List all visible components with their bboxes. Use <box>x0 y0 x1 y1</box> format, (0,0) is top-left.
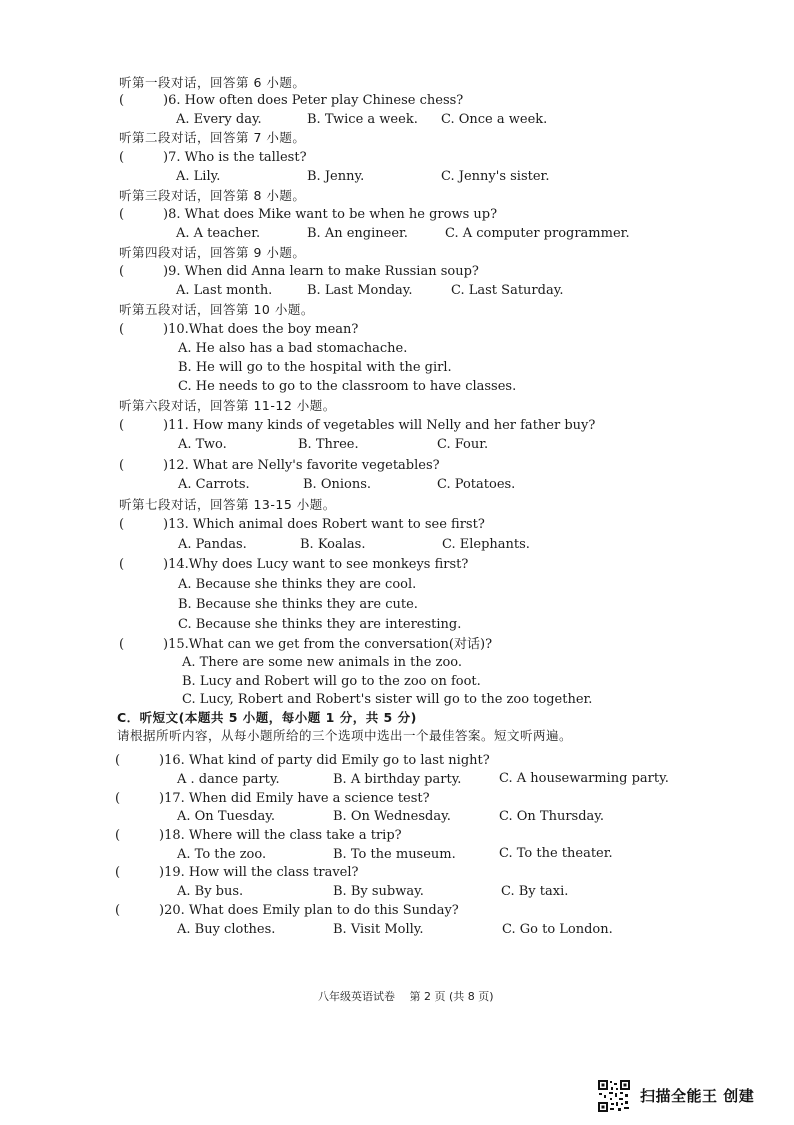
option-a: A. By bus. <box>177 884 244 899</box>
option-c: C. A housewarming party. <box>499 771 669 786</box>
answer-blank[interactable]: ( <box>115 903 121 918</box>
question-text: 17. When did Emily have a science test? <box>164 791 430 806</box>
question-9: ( )9. When did Anna learn to make Russian soup? <box>119 264 479 279</box>
section-c-instruction: 请根据所听内容，从每小题所给的三个选项中选出一个最佳答案。短文听两遍。 <box>117 728 573 743</box>
option-a: A. Buy clothes. <box>177 922 276 937</box>
option-c: C. Four. <box>437 437 489 452</box>
question-16: ( )16. What kind of party did Emily go to last night? <box>115 753 490 768</box>
option-c: C. Go to London. <box>502 922 613 937</box>
option-c: C. Because she thinks they are interesting. <box>178 617 462 632</box>
option-c: C. Elephants. <box>442 537 530 552</box>
option-c: C. To the theater. <box>499 846 613 861</box>
option-a: A. Pandas. <box>178 537 247 552</box>
option-a: A . dance party. <box>177 772 280 787</box>
question-10: ( )10.What does the boy mean? <box>119 322 359 337</box>
question-6: ( )6. How often does Peter play Chinese chess? <box>119 93 464 108</box>
question-text: 12. What are Nelly's favorite vegetables? <box>168 458 440 473</box>
option-b: B. He will go to the hospital with the girl. <box>178 360 452 375</box>
option-a: A. He also has a bad stomachache. <box>178 341 408 356</box>
option-c: C. Jenny's sister. <box>441 169 550 184</box>
option-b: B. A birthday party. <box>333 772 462 787</box>
answer-blank[interactable]: ( <box>115 865 121 880</box>
question-text: 10.What does the boy mean? <box>168 322 359 337</box>
answer-blank[interactable]: ( <box>119 264 125 279</box>
question-text: 16. What kind of party did Emily go to last night? <box>164 753 490 768</box>
option-a: A. Carrots. <box>178 477 250 492</box>
option-c: C. By taxi. <box>501 884 569 899</box>
answer-blank[interactable]: ( <box>119 517 125 532</box>
dialogue-intro-1: 听第一段对话，回答第 6 小题。 <box>119 75 306 90</box>
option-b: B. Onions. <box>303 477 372 492</box>
answer-blank[interactable]: ( <box>119 150 125 165</box>
answer-blank[interactable]: ( <box>119 322 125 337</box>
option-b: B. Lucy and Robert will go to the zoo on foot. <box>182 674 481 689</box>
option-a: A. A teacher. <box>176 226 261 241</box>
question-text: 20. What does Emily plan to do this Sunday? <box>164 903 459 918</box>
option-c: C. Once a week. <box>441 112 548 127</box>
option-a: A. There are some new animals in the zoo. <box>182 655 463 670</box>
option-b: B. Last Monday. <box>307 283 413 298</box>
question-text: 8. What does Mike want to be when he grows up? <box>168 207 498 222</box>
dialogue-intro-2: 听第二段对话，回答第 7 小题。 <box>119 130 306 145</box>
dialogue-intro-7: 听第七段对话，回答第 13-15 小题。 <box>119 497 336 512</box>
option-b: B. Visit Molly. <box>333 922 424 937</box>
question-18: ( )18. Where will the class take a trip? <box>115 828 402 843</box>
option-c: C. On Thursday. <box>499 809 605 824</box>
section-c-heading: C．听短文(本题共 5 小题，每小题 1 分，共 5 分) <box>117 710 417 725</box>
option-c: C. A computer programmer. <box>445 226 630 241</box>
question-13: ( )13. Which animal does Robert want to see first? <box>119 517 485 532</box>
option-c: C. Potatoes. <box>437 477 516 492</box>
scanner-brand-label: 扫描全能王 创建 <box>640 1087 755 1105</box>
option-b: B. Because she thinks they are cute. <box>178 597 418 612</box>
question-15: ( )15.What can we get from the conversation(对话)? <box>119 637 493 652</box>
answer-blank[interactable]: ( <box>119 557 125 572</box>
question-17: ( )17. When did Emily have a science test? <box>115 791 430 806</box>
option-c: C. He needs to go to the classroom to have classes. <box>178 379 517 394</box>
option-b: B. By subway. <box>333 884 424 899</box>
answer-blank[interactable]: ( <box>119 418 125 433</box>
option-b: B. An engineer. <box>307 226 408 241</box>
option-a: A. Last month. <box>176 283 273 298</box>
option-a: A. Because she thinks they are cool. <box>178 577 417 592</box>
answer-blank[interactable]: ( <box>115 828 121 843</box>
option-a: A. To the zoo. <box>177 847 267 862</box>
qr-code-icon <box>597 1079 631 1113</box>
answer-blank[interactable]: ( <box>119 207 125 222</box>
dialogue-intro-6: 听第六段对话，回答第 11-12 小题。 <box>119 398 336 413</box>
answer-blank[interactable]: ( <box>119 637 125 652</box>
answer-blank[interactable]: ( <box>119 458 125 473</box>
answer-blank[interactable]: ( <box>119 93 125 108</box>
question-text: 9. When did Anna learn to make Russian soup? <box>168 264 479 279</box>
answer-blank[interactable]: ( <box>115 791 121 806</box>
question-text: 15.What can we get from the conversation(对话)? <box>168 637 493 652</box>
page-footer: 八年级英语试卷 第 2 页 (共 8 页) <box>318 990 494 1003</box>
option-b: B. Jenny. <box>307 169 365 184</box>
question-text: 19. How will the class travel? <box>164 865 359 880</box>
question-text: 13. Which animal does Robert want to see first? <box>168 517 485 532</box>
question-11: ( )11. How many kinds of vegetables will Nelly and her father buy? <box>119 418 596 433</box>
question-19: ( )19. How will the class travel? <box>115 865 359 880</box>
option-b: B. Three. <box>298 437 359 452</box>
question-20: ( )20. What does Emily plan to do this Sunday? <box>115 903 459 918</box>
question-text: 6. How often does Peter play Chinese chess? <box>168 93 464 108</box>
option-b: B. On Wednesday. <box>333 809 451 824</box>
question-14: ( )14.Why does Lucy want to see monkeys first? <box>119 557 469 572</box>
dialogue-intro-5: 听第五段对话，回答第 10 小题。 <box>119 302 314 317</box>
question-8: ( )8. What does Mike want to be when he grows up? <box>119 207 498 222</box>
question-7: ( )7. Who is the tallest? <box>119 150 307 165</box>
option-c: C. Lucy, Robert and Robert's sister will go to the zoo together. <box>182 692 593 707</box>
question-text: 7. Who is the tallest? <box>168 150 307 165</box>
option-b: B. Twice a week. <box>307 112 418 127</box>
dialogue-intro-4: 听第四段对话，回答第 9 小题。 <box>119 245 306 260</box>
option-a: A. Two. <box>178 437 227 452</box>
option-b: B. To the museum. <box>333 847 456 862</box>
question-text: 18. Where will the class take a trip? <box>164 828 402 843</box>
option-a: A. Lily. <box>176 169 221 184</box>
option-b: B. Koalas. <box>300 537 366 552</box>
option-c: C. Last Saturday. <box>451 283 564 298</box>
question-12: ( )12. What are Nelly's favorite vegetables? <box>119 458 440 473</box>
option-a: A. Every day. <box>176 112 262 127</box>
question-text: 14.Why does Lucy want to see monkeys first? <box>168 557 469 572</box>
question-text: 11. How many kinds of vegetables will Nelly and her father buy? <box>168 418 596 433</box>
option-a: A. On Tuesday. <box>177 809 276 824</box>
dialogue-intro-3: 听第三段对话，回答第 8 小题。 <box>119 188 306 203</box>
answer-blank[interactable]: ( <box>115 753 121 768</box>
